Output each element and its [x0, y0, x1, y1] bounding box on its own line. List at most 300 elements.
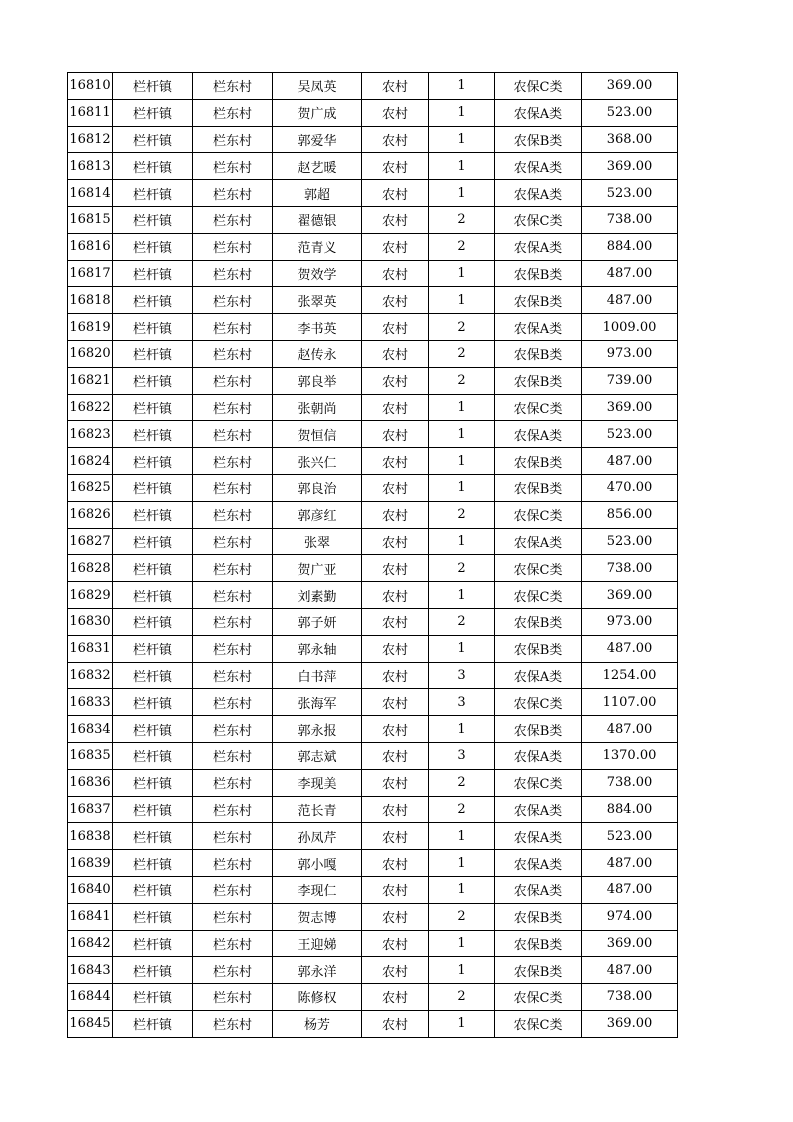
category-cell: 农保A类: [495, 314, 582, 341]
table-row: [68, 180, 678, 207]
village-cell: 栏东村: [193, 501, 273, 528]
town-cell: 栏杆镇: [113, 930, 193, 957]
area-type-cell: 农村: [362, 823, 429, 850]
household-size-cell: 1: [429, 180, 495, 207]
village-cell: 栏东村: [193, 180, 273, 207]
category-cell: 农保B类: [495, 903, 582, 930]
amount-cell: 487.00: [582, 260, 678, 287]
area-type-cell: 农村: [362, 903, 429, 930]
category-cell: 农保B类: [495, 474, 582, 501]
record-id-cell: 16812: [68, 126, 113, 153]
record-id-cell: 16823: [68, 421, 113, 448]
town-cell: 栏杆镇: [113, 260, 193, 287]
household-size-cell: 3: [429, 662, 495, 689]
record-id-cell: 16834: [68, 716, 113, 743]
category-cell: 农保A类: [495, 796, 582, 823]
name-cell: 翟德银: [273, 206, 362, 233]
amount-cell: 1254.00: [582, 662, 678, 689]
name-cell: 郭彦红: [273, 501, 362, 528]
record-id-cell: 16820: [68, 340, 113, 367]
town-cell: 栏杆镇: [113, 769, 193, 796]
household-size-cell: 1: [429, 287, 495, 314]
amount-cell: 369.00: [582, 73, 678, 100]
category-cell: 农保A类: [495, 662, 582, 689]
name-cell: 刘素勤: [273, 582, 362, 609]
category-cell: 农保A类: [495, 876, 582, 903]
amount-cell: 973.00: [582, 608, 678, 635]
record-id-cell: 16821: [68, 367, 113, 394]
name-cell: 郭小嘎: [273, 850, 362, 877]
name-cell: 贺效学: [273, 260, 362, 287]
village-cell: 栏东村: [193, 984, 273, 1011]
household-size-cell: 1: [429, 635, 495, 662]
town-cell: 栏杆镇: [113, 206, 193, 233]
village-cell: 栏东村: [193, 635, 273, 662]
area-type-cell: 农村: [362, 153, 429, 180]
category-cell: 农保C类: [495, 394, 582, 421]
category-cell: 农保B类: [495, 608, 582, 635]
town-cell: 栏杆镇: [113, 742, 193, 769]
category-cell: 农保B类: [495, 448, 582, 475]
village-cell: 栏东村: [193, 662, 273, 689]
household-size-cell: 1: [429, 930, 495, 957]
village-cell: 栏东村: [193, 73, 273, 100]
town-cell: 栏杆镇: [113, 850, 193, 877]
record-id-cell: 16813: [68, 153, 113, 180]
village-cell: 栏东村: [193, 314, 273, 341]
household-size-cell: 2: [429, 367, 495, 394]
name-cell: 郭良举: [273, 367, 362, 394]
name-cell: 白书萍: [273, 662, 362, 689]
household-size-cell: 3: [429, 689, 495, 716]
amount-cell: 974.00: [582, 903, 678, 930]
town-cell: 栏杆镇: [113, 903, 193, 930]
village-cell: 栏东村: [193, 233, 273, 260]
amount-cell: 856.00: [582, 501, 678, 528]
amount-cell: 1370.00: [582, 742, 678, 769]
table-row: [68, 608, 678, 635]
category-cell: 农保B类: [495, 716, 582, 743]
town-cell: 栏杆镇: [113, 876, 193, 903]
table-row: [68, 662, 678, 689]
record-id-cell: 16824: [68, 448, 113, 475]
village-cell: 栏东村: [193, 823, 273, 850]
table-row: [68, 153, 678, 180]
amount-cell: 369.00: [582, 582, 678, 609]
table-row: [68, 474, 678, 501]
area-type-cell: 农村: [362, 448, 429, 475]
area-type-cell: 农村: [362, 367, 429, 394]
amount-cell: 369.00: [582, 394, 678, 421]
village-cell: 栏东村: [193, 608, 273, 635]
name-cell: 王迎娣: [273, 930, 362, 957]
amount-cell: 487.00: [582, 287, 678, 314]
town-cell: 栏杆镇: [113, 662, 193, 689]
area-type-cell: 农村: [362, 314, 429, 341]
area-type-cell: 农村: [362, 126, 429, 153]
household-size-cell: 1: [429, 582, 495, 609]
name-cell: 李现仁: [273, 876, 362, 903]
table-row: [68, 689, 678, 716]
record-id-cell: 16827: [68, 528, 113, 555]
table-row: [68, 233, 678, 260]
area-type-cell: 农村: [362, 99, 429, 126]
town-cell: 栏杆镇: [113, 287, 193, 314]
village-cell: 栏东村: [193, 850, 273, 877]
record-id-cell: 16831: [68, 635, 113, 662]
record-id-cell: 16844: [68, 984, 113, 1011]
household-size-cell: 2: [429, 206, 495, 233]
town-cell: 栏杆镇: [113, 716, 193, 743]
area-type-cell: 农村: [362, 635, 429, 662]
table-row: [68, 287, 678, 314]
name-cell: 范青义: [273, 233, 362, 260]
record-id-cell: 16845: [68, 1010, 113, 1037]
record-id-cell: 16835: [68, 742, 113, 769]
village-cell: 栏东村: [193, 528, 273, 555]
name-cell: 郭爱华: [273, 126, 362, 153]
amount-cell: 738.00: [582, 984, 678, 1011]
category-cell: 农保C类: [495, 555, 582, 582]
town-cell: 栏杆镇: [113, 823, 193, 850]
town-cell: 栏杆镇: [113, 73, 193, 100]
category-cell: 农保A类: [495, 742, 582, 769]
category-cell: 农保B类: [495, 126, 582, 153]
town-cell: 栏杆镇: [113, 314, 193, 341]
roster-body: [68, 73, 678, 1038]
household-size-cell: 1: [429, 876, 495, 903]
amount-cell: 487.00: [582, 716, 678, 743]
record-id-cell: 16842: [68, 930, 113, 957]
household-size-cell: 2: [429, 555, 495, 582]
amount-cell: 470.00: [582, 474, 678, 501]
town-cell: 栏杆镇: [113, 582, 193, 609]
area-type-cell: 农村: [362, 421, 429, 448]
record-id-cell: 16833: [68, 689, 113, 716]
category-cell: 农保A类: [495, 823, 582, 850]
category-cell: 农保C类: [495, 582, 582, 609]
village-cell: 栏东村: [193, 903, 273, 930]
name-cell: 郭超: [273, 180, 362, 207]
area-type-cell: 农村: [362, 850, 429, 877]
record-id-cell: 16841: [68, 903, 113, 930]
household-size-cell: 2: [429, 340, 495, 367]
table-row: [68, 448, 678, 475]
table-row: [68, 903, 678, 930]
area-type-cell: 农村: [362, 394, 429, 421]
amount-cell: 523.00: [582, 421, 678, 448]
town-cell: 栏杆镇: [113, 689, 193, 716]
household-size-cell: 2: [429, 903, 495, 930]
name-cell: 贺广成: [273, 99, 362, 126]
household-size-cell: 1: [429, 957, 495, 984]
table-row: [68, 555, 678, 582]
household-size-cell: 2: [429, 769, 495, 796]
town-cell: 栏杆镇: [113, 394, 193, 421]
name-cell: 贺广亚: [273, 555, 362, 582]
category-cell: 农保B类: [495, 287, 582, 314]
table-row: [68, 1010, 678, 1037]
category-cell: 农保A类: [495, 99, 582, 126]
village-cell: 栏东村: [193, 394, 273, 421]
name-cell: 李书英: [273, 314, 362, 341]
village-cell: 栏东村: [193, 153, 273, 180]
name-cell: 郭永洋: [273, 957, 362, 984]
name-cell: 赵传永: [273, 340, 362, 367]
household-size-cell: 1: [429, 850, 495, 877]
village-cell: 栏东村: [193, 1010, 273, 1037]
village-cell: 栏东村: [193, 582, 273, 609]
amount-cell: 523.00: [582, 99, 678, 126]
category-cell: 农保C类: [495, 501, 582, 528]
town-cell: 栏杆镇: [113, 796, 193, 823]
town-cell: 栏杆镇: [113, 180, 193, 207]
town-cell: 栏杆镇: [113, 957, 193, 984]
amount-cell: 487.00: [582, 448, 678, 475]
village-cell: 栏东村: [193, 126, 273, 153]
name-cell: 张翠: [273, 528, 362, 555]
table-row: [68, 850, 678, 877]
amount-cell: 487.00: [582, 850, 678, 877]
town-cell: 栏杆镇: [113, 1010, 193, 1037]
record-id-cell: 16840: [68, 876, 113, 903]
amount-cell: 487.00: [582, 635, 678, 662]
town-cell: 栏杆镇: [113, 984, 193, 1011]
name-cell: 贺志博: [273, 903, 362, 930]
household-size-cell: 2: [429, 233, 495, 260]
category-cell: 农保A类: [495, 528, 582, 555]
town-cell: 栏杆镇: [113, 340, 193, 367]
area-type-cell: 农村: [362, 876, 429, 903]
village-cell: 栏东村: [193, 555, 273, 582]
amount-cell: 738.00: [582, 555, 678, 582]
record-id-cell: 16830: [68, 608, 113, 635]
area-type-cell: 农村: [362, 73, 429, 100]
table-row: [68, 582, 678, 609]
table-row: [68, 957, 678, 984]
area-type-cell: 农村: [362, 608, 429, 635]
table-row: [68, 742, 678, 769]
household-size-cell: 1: [429, 474, 495, 501]
area-type-cell: 农村: [362, 555, 429, 582]
amount-cell: 487.00: [582, 957, 678, 984]
amount-cell: 1107.00: [582, 689, 678, 716]
amount-cell: 487.00: [582, 876, 678, 903]
area-type-cell: 农村: [362, 206, 429, 233]
table-row: [68, 206, 678, 233]
table-row: [68, 99, 678, 126]
table-row: [68, 716, 678, 743]
name-cell: 张朝尚: [273, 394, 362, 421]
town-cell: 栏杆镇: [113, 99, 193, 126]
town-cell: 栏杆镇: [113, 421, 193, 448]
table-row: [68, 823, 678, 850]
name-cell: 范长青: [273, 796, 362, 823]
area-type-cell: 农村: [362, 180, 429, 207]
name-cell: 孙凤芹: [273, 823, 362, 850]
town-cell: 栏杆镇: [113, 608, 193, 635]
category-cell: 农保B类: [495, 635, 582, 662]
town-cell: 栏杆镇: [113, 367, 193, 394]
record-id-cell: 16826: [68, 501, 113, 528]
area-type-cell: 农村: [362, 501, 429, 528]
amount-cell: 738.00: [582, 206, 678, 233]
town-cell: 栏杆镇: [113, 474, 193, 501]
table-row: [68, 528, 678, 555]
household-size-cell: 2: [429, 314, 495, 341]
area-type-cell: 农村: [362, 930, 429, 957]
record-id-cell: 16828: [68, 555, 113, 582]
area-type-cell: 农村: [362, 287, 429, 314]
amount-cell: 739.00: [582, 367, 678, 394]
amount-cell: 738.00: [582, 769, 678, 796]
amount-cell: 1009.00: [582, 314, 678, 341]
name-cell: 吴凤英: [273, 73, 362, 100]
category-cell: 农保C类: [495, 206, 582, 233]
table-row: [68, 796, 678, 823]
table-row: [68, 769, 678, 796]
household-size-cell: 1: [429, 260, 495, 287]
record-id-cell: 16825: [68, 474, 113, 501]
record-id-cell: 16843: [68, 957, 113, 984]
category-cell: 农保A类: [495, 850, 582, 877]
amount-cell: 523.00: [582, 180, 678, 207]
record-id-cell: 16822: [68, 394, 113, 421]
amount-cell: 523.00: [582, 823, 678, 850]
name-cell: 陈修权: [273, 984, 362, 1011]
household-size-cell: 1: [429, 421, 495, 448]
area-type-cell: 农村: [362, 742, 429, 769]
table-row: [68, 394, 678, 421]
village-cell: 栏东村: [193, 930, 273, 957]
household-size-cell: 1: [429, 73, 495, 100]
town-cell: 栏杆镇: [113, 126, 193, 153]
area-type-cell: 农村: [362, 769, 429, 796]
household-size-cell: 2: [429, 984, 495, 1011]
record-id-cell: 16818: [68, 287, 113, 314]
category-cell: 农保C类: [495, 1010, 582, 1037]
household-size-cell: 1: [429, 153, 495, 180]
village-cell: 栏东村: [193, 796, 273, 823]
record-id-cell: 16836: [68, 769, 113, 796]
roster-table: [67, 72, 678, 1038]
record-id-cell: 16814: [68, 180, 113, 207]
category-cell: 农保B类: [495, 957, 582, 984]
table-row: [68, 314, 678, 341]
category-cell: 农保A类: [495, 153, 582, 180]
record-id-cell: 16810: [68, 73, 113, 100]
town-cell: 栏杆镇: [113, 528, 193, 555]
name-cell: 郭良治: [273, 474, 362, 501]
category-cell: 农保B类: [495, 260, 582, 287]
category-cell: 农保C类: [495, 689, 582, 716]
category-cell: 农保A类: [495, 180, 582, 207]
record-id-cell: 16829: [68, 582, 113, 609]
village-cell: 栏东村: [193, 742, 273, 769]
table-row: [68, 930, 678, 957]
table-row: [68, 260, 678, 287]
record-id-cell: 16817: [68, 260, 113, 287]
record-id-cell: 16832: [68, 662, 113, 689]
name-cell: 郭子妍: [273, 608, 362, 635]
household-size-cell: 1: [429, 823, 495, 850]
area-type-cell: 农村: [362, 260, 429, 287]
record-id-cell: 16816: [68, 233, 113, 260]
village-cell: 栏东村: [193, 206, 273, 233]
village-cell: 栏东村: [193, 367, 273, 394]
household-size-cell: 1: [429, 528, 495, 555]
household-size-cell: 1: [429, 716, 495, 743]
area-type-cell: 农村: [362, 340, 429, 367]
amount-cell: 369.00: [582, 1010, 678, 1037]
area-type-cell: 农村: [362, 474, 429, 501]
name-cell: 郭永轴: [273, 635, 362, 662]
town-cell: 栏杆镇: [113, 233, 193, 260]
amount-cell: 973.00: [582, 340, 678, 367]
name-cell: 张海军: [273, 689, 362, 716]
town-cell: 栏杆镇: [113, 555, 193, 582]
village-cell: 栏东村: [193, 716, 273, 743]
household-size-cell: 1: [429, 394, 495, 421]
area-type-cell: 农村: [362, 796, 429, 823]
record-id-cell: 16839: [68, 850, 113, 877]
household-size-cell: 1: [429, 99, 495, 126]
record-id-cell: 16837: [68, 796, 113, 823]
area-type-cell: 农村: [362, 957, 429, 984]
category-cell: 农保B类: [495, 930, 582, 957]
household-size-cell: 1: [429, 126, 495, 153]
amount-cell: 884.00: [582, 796, 678, 823]
village-cell: 栏东村: [193, 421, 273, 448]
household-size-cell: 1: [429, 1010, 495, 1037]
area-type-cell: 农村: [362, 716, 429, 743]
table-row: [68, 73, 678, 100]
name-cell: 赵艺暖: [273, 153, 362, 180]
amount-cell: 884.00: [582, 233, 678, 260]
area-type-cell: 农村: [362, 528, 429, 555]
household-size-cell: 2: [429, 796, 495, 823]
record-id-cell: 16815: [68, 206, 113, 233]
amount-cell: 368.00: [582, 126, 678, 153]
town-cell: 栏杆镇: [113, 448, 193, 475]
village-cell: 栏东村: [193, 340, 273, 367]
village-cell: 栏东村: [193, 957, 273, 984]
name-cell: 杨芳: [273, 1010, 362, 1037]
record-id-cell: 16838: [68, 823, 113, 850]
village-cell: 栏东村: [193, 260, 273, 287]
category-cell: 农保C类: [495, 984, 582, 1011]
village-cell: 栏东村: [193, 689, 273, 716]
town-cell: 栏杆镇: [113, 153, 193, 180]
category-cell: 农保B类: [495, 340, 582, 367]
category-cell: 农保A类: [495, 421, 582, 448]
town-cell: 栏杆镇: [113, 635, 193, 662]
table-row: [68, 421, 678, 448]
area-type-cell: 农村: [362, 984, 429, 1011]
name-cell: 李现美: [273, 769, 362, 796]
amount-cell: 369.00: [582, 153, 678, 180]
table-row: [68, 501, 678, 528]
village-cell: 栏东村: [193, 474, 273, 501]
household-size-cell: 1: [429, 448, 495, 475]
record-id-cell: 16811: [68, 99, 113, 126]
name-cell: 张兴仁: [273, 448, 362, 475]
area-type-cell: 农村: [362, 233, 429, 260]
village-cell: 栏东村: [193, 287, 273, 314]
category-cell: 农保B类: [495, 367, 582, 394]
town-cell: 栏杆镇: [113, 501, 193, 528]
village-cell: 栏东村: [193, 769, 273, 796]
